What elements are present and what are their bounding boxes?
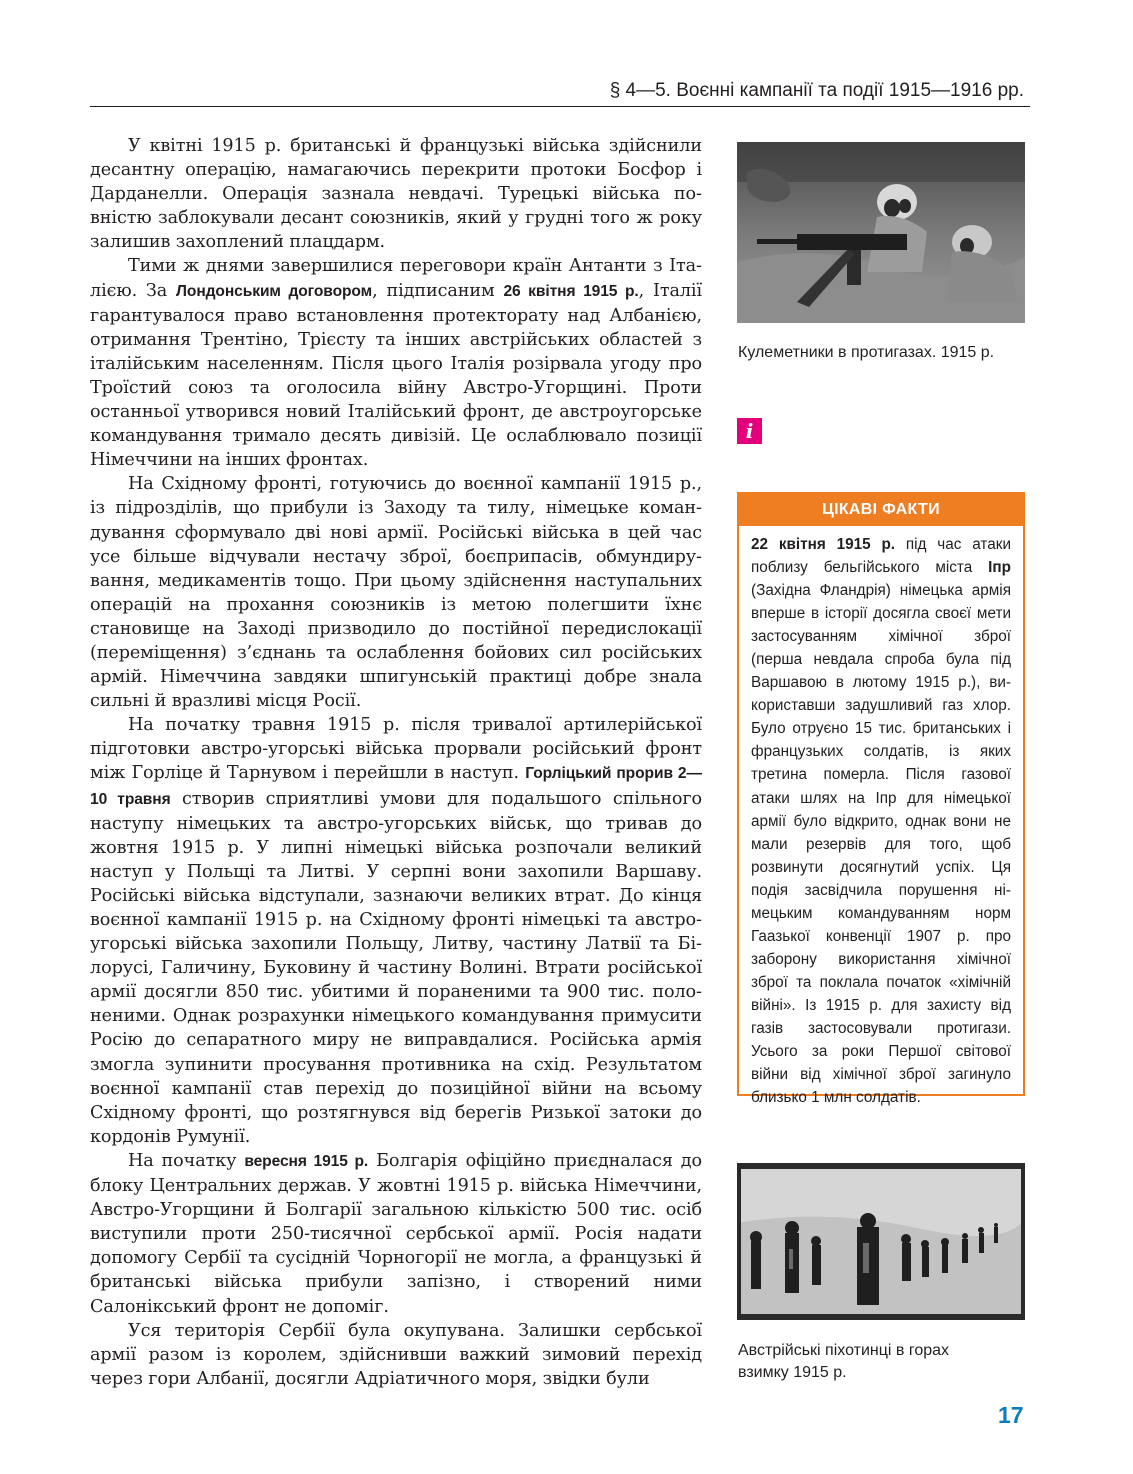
text-run: На початку [128,1150,245,1171]
paragraph-dardanelles [90,134,702,254]
running-title: § 4—5. Воєнні кампанії та події 1915—1916 рр. [609,80,1024,101]
text-run: Тими ж днями завершилися переговори країн Антанти з Італією. За [90,256,702,301]
facts-title: ЦІКАВІ ФАКТИ [739,494,1023,526]
text-run: (Західна Фландрія) німецька армія вперше в історії досягла своєї мети застосуванням хімічної зброї (перша невдала спроба була під Варшавою в лютому 1915 р.), використавши задушливий газ хлор. Було отруєно 15 тис. британських і французьких солдатів, із яких третина померла. Після газової атаки шлях на Іпр для німецької армії було відкрито, однак вони не мали резервів для того, щоб розвинути досягнутий успіх. Ця подія засвідчила порушення німецьким командуванням норм Гаазької конвенції 1907 р. про заборону використання хімічної зброї та поклала початок «хімічній війні». Із 1915 р. для захисту від газів застосовували протигази. Усього за роки Першої світової війни від хімічної зброї загинуло близько 1 млн солдатів. [751,582,1011,1107]
text-run: У квітні 1915 р. британські й французькі війська здійснили десантну операцію, намагаючись перекрити протоки Босфор і Дарданелли. Операція зазнала невдачі. Турецькі війська повністю заблокували десант союзників, який у грудні того ж року залишив захоплений плацдарм. [90,136,702,253]
paragraph-serbia [90,1319,702,1391]
text-run: На Східному фронті, готуючись до воєнної кампанії 1915 р., із підрозділів, що прибули із Заходу та тилу, німецьке командування сформувало дві нові армії. Російські війська в цей час усе більше відчували нестачу зброї, боєприпасів, обмундирування, медикаментів тощо. При цьому здійснення наступальних операцій на прохання союзників із метою полегшити їхнє становище на Заході призводило до постійної передислокації (переміщення) з’єднань та ослаблення бойових сил російських армій. Німеччина завдяки шпигунській практиці добре знала сильні й вразливі місця Росії. [90,474,702,712]
text-run: , Італії гарантувалося право встановлення протекторату над Албанією, отримання Трентіно, Трієсту та інших австрійських областей з італійським населенням. Після цього Італія розірвала угоду про Троїстий союз та оголосила війну Австро-Угорщині. Проти останньої утворився новий Італійський фронт, де австроугорське командування тримало десять дивізій. Це ослаблювало позиції Німеччини на інших фронтах. [90,280,702,471]
paragraph-bulgaria [90,1149,702,1319]
photo-caption: Австрійські піхотинці в горах взимку 1915 р. [738,1342,950,1381]
photo-caption: Кулеметники в протигазах. 1915 р. [738,344,995,361]
page-number: 17 [998,1402,1024,1428]
machine-gunners-illustration [737,142,1025,323]
running-header [90,78,1030,107]
text-run: під час атаки поблизу бельгійського міста [751,536,1011,577]
bold-date: 22 квітня 1915 р. [751,536,896,553]
text-run: , підписаним [372,280,504,301]
interesting-facts-box [737,492,1025,1107]
photo-austrian-infantry [737,1163,1025,1320]
infantry-illustration [737,1163,1025,1320]
text-run: На початку травня 1915 р. після тривалої артилерійської підготовки австро-угорські війська прорвали російський фронт між Горліце й Тарнувом і перейшли в наступ. [90,715,702,784]
bold-date: вересня 1915 р. [244,1152,369,1170]
text-run: Болгарія офіційно приєдналася до блоку Центральних держав. У жовтні 1915 р. війська Німеччини, Австро-Угорщини й Болгарії загальною кількістю 500 тис. осіб виступили проти 250-тисячної сербської армії. Росія надати допомогу Сербії та сусідній Чорногорії не могла, а французькі й британські війська прибули запізно, і створений ними Салонікський фронт не допоміг. [90,1150,702,1317]
paragraph-eastern-front [90,472,702,713]
text-run: створив сприятливі умови для подальшого спільного наступу німецьких та австро-угорських військ, що тривав до жовтня 1915 р. У липні німецькі війська розпочали великий наступ у Польщі та Литві. У серпні вони захопили Варшаву. Російські війська відступали, зазнаючи великих втрат. До кінця воєнної кампанії 1915 р. на Східному фронті німецькі та австроугорські війська захопили Польщу, Литву, частину Латвії та Білорусі, Галичину, Буковину й частину Волині. Втрати російської армії досягли 850 тис. убитими й пораненими та 900 тис. полоненими. Однак розрахунки німецького командування примусити Росію до сепаратного миру не виправдалися. Російська армія змогла зупинити просування противника на схід. Результатом воєнної кампанії став перехід до позиційної війни на всьому Східному фронті, що розтягнувся від берегів Ризької затоки до кордонів Румунії. [90,788,703,1147]
bold-date: 26 квітня 1915 р. [503,282,639,300]
paragraph-gorlice-breakthrough [90,713,702,1149]
info-icon: i [737,418,762,444]
bold-place: Іпр [988,559,1011,577]
facts-text [739,526,1023,1109]
main-text-column [90,134,702,1391]
bold-term: Лондонським договором [176,282,373,300]
paragraph-london-treaty [90,254,702,472]
bold-term: Горліцький прорив 2—10 травня [90,765,702,808]
photo-machine-gunners [737,142,1025,323]
text-run: Уся територія Сербії була окупувана. Залишки сербської армії разом із королем, здійснивши важкий зимовий перехід через гори Албанії, досягли Адріатичного моря, звідки були [90,1320,702,1389]
